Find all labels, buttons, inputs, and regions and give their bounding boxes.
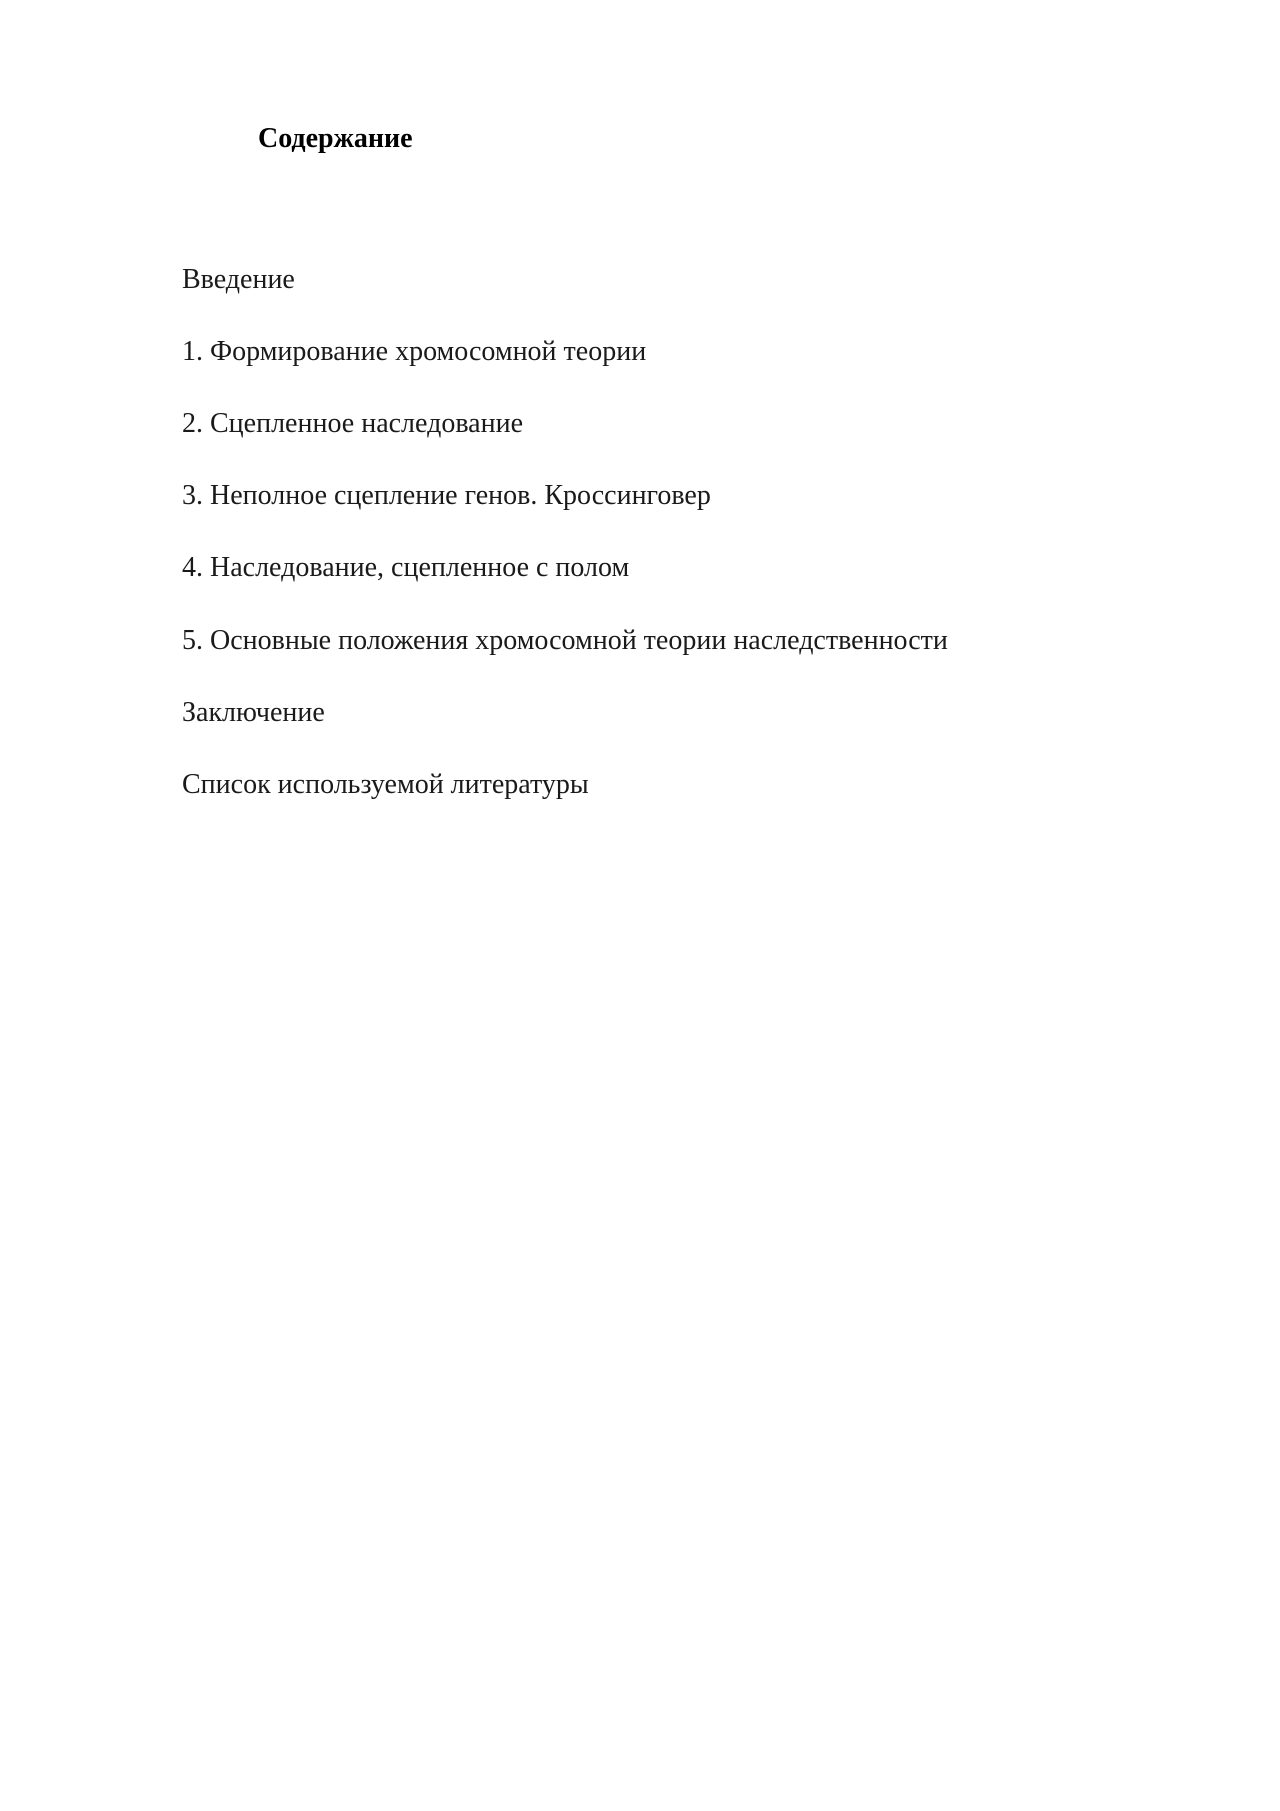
toc-item-chapter-4: 4. Наследование, сцепленное с полом — [182, 552, 630, 583]
toc-item-chapter-2: 2. Сцепленное наследование — [182, 408, 524, 439]
toc-item-introduction: Введение — [182, 264, 295, 295]
toc-item-chapter-5: 5. Основные положения хромосомной теории наследственности — [182, 625, 948, 656]
table-of-contents — [182, 262, 948, 839]
toc-item-conclusion: Заключение — [182, 697, 325, 728]
toc-item-chapter-3: 3. Неполное сцепление генов. Кроссинговер — [182, 480, 711, 511]
page-title: Содержание — [258, 123, 413, 154]
toc-item-references: Список используемой литературы — [182, 769, 589, 800]
toc-item-chapter-1: 1. Формирование хромосомной теории — [182, 336, 647, 367]
